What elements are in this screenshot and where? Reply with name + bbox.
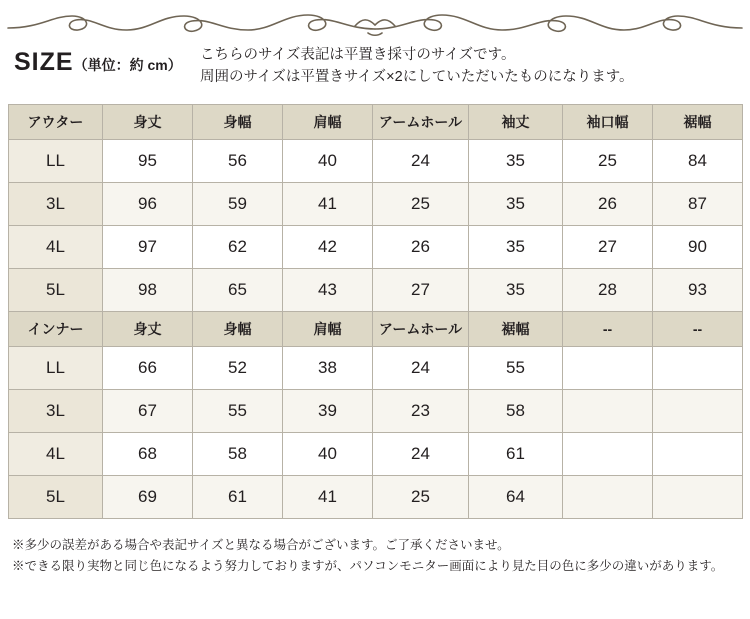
table-row [9, 476, 743, 519]
size-title-text: SIZE [14, 48, 74, 76]
cell-outer-5l-4: 35 [469, 269, 563, 312]
cell-outer-3l-3: 25 [373, 183, 469, 226]
table-row [9, 269, 743, 312]
cell-outer-5l-2: 43 [283, 269, 373, 312]
outer-header-cell-7: 裾幅 [653, 105, 743, 140]
cell-inner-ll-4: 55 [469, 347, 563, 390]
cell-outer-5l-5: 28 [563, 269, 653, 312]
table-row [9, 433, 743, 476]
cell-inner-3l-0: 67 [103, 390, 193, 433]
table-row [9, 390, 743, 433]
outer-header-cell-2: 身幅 [193, 105, 283, 140]
cell-inner-5l-6 [653, 476, 743, 519]
inner-header-cell-3: 肩幅 [283, 312, 373, 347]
cell-inner-4l-3: 24 [373, 433, 469, 476]
page-title [14, 48, 182, 77]
cell-outer-ll-3: 24 [373, 140, 469, 183]
cell-outer-3l-6: 87 [653, 183, 743, 226]
outer-header-cell-6: 袖口幅 [563, 105, 653, 140]
cell-inner-5l-3: 25 [373, 476, 469, 519]
inner-header-cell-1: 身丈 [103, 312, 193, 347]
row-label-inner-4l: 4L [9, 433, 103, 476]
cell-outer-ll-0: 95 [103, 140, 193, 183]
size-table-container [8, 104, 742, 519]
cell-outer-3l-0: 96 [103, 183, 193, 226]
inner-header-cell-2: 身幅 [193, 312, 283, 347]
inner-header-row [9, 312, 743, 347]
inner-header-cell-0: インナー [9, 312, 103, 347]
cell-outer-3l-2: 41 [283, 183, 373, 226]
cell-outer-ll-5: 25 [563, 140, 653, 183]
outer-header-cell-0: アウター [9, 105, 103, 140]
cell-inner-5l-1: 61 [193, 476, 283, 519]
cell-inner-3l-6 [653, 390, 743, 433]
cell-inner-4l-4: 61 [469, 433, 563, 476]
inner-header-cell-5: 裾幅 [469, 312, 563, 347]
size-table [8, 104, 743, 519]
inner-header-cell-4: アームホール [373, 312, 469, 347]
inner-header-cell-7: -- [653, 312, 743, 347]
cell-outer-3l-1: 59 [193, 183, 283, 226]
cell-inner-ll-6 [653, 347, 743, 390]
cell-inner-3l-3: 23 [373, 390, 469, 433]
cell-inner-3l-2: 39 [283, 390, 373, 433]
measurement-note-line-2: 周囲のサイズは平置きサイズ×2にしていただいたものになります。 [200, 69, 634, 86]
cell-inner-5l-5 [563, 476, 653, 519]
outer-header-cell-4: アームホール [373, 105, 469, 140]
cell-inner-ll-1: 52 [193, 347, 283, 390]
cell-inner-ll-2: 38 [283, 347, 373, 390]
cell-inner-4l-6 [653, 433, 743, 476]
cell-inner-4l-0: 68 [103, 433, 193, 476]
row-label-outer-ll: LL [9, 140, 103, 183]
row-label-outer-4l: 4L [9, 226, 103, 269]
footnotes [12, 536, 738, 578]
size-unit-text: （単位：約 cm） [73, 57, 182, 73]
cell-inner-5l-2: 41 [283, 476, 373, 519]
outer-header-row [9, 105, 743, 140]
measurement-note-line-1: こちらのサイズ表記は平置き採寸のサイズです。 [200, 47, 516, 63]
cell-outer-3l-5: 26 [563, 183, 653, 226]
cell-outer-4l-1: 62 [193, 226, 283, 269]
cell-outer-4l-3: 26 [373, 226, 469, 269]
cell-outer-3l-4: 35 [469, 183, 563, 226]
cell-outer-4l-0: 97 [103, 226, 193, 269]
cell-inner-ll-0: 66 [103, 347, 193, 390]
footnote-line-2: ※できる限り実物と同じ色になるよう努力しておりますが、パソコンモニター画面により見た目の色に多少の違いがあります。 [12, 558, 724, 573]
cell-inner-4l-1: 58 [193, 433, 283, 476]
cell-outer-4l-5: 27 [563, 226, 653, 269]
inner-header-cell-6: -- [563, 312, 653, 347]
table-row [9, 347, 743, 390]
cell-inner-ll-3: 24 [373, 347, 469, 390]
cell-outer-5l-6: 93 [653, 269, 743, 312]
cell-inner-5l-4: 64 [469, 476, 563, 519]
row-label-inner-ll: LL [9, 347, 103, 390]
cell-outer-ll-6: 84 [653, 140, 743, 183]
cell-inner-ll-5 [563, 347, 653, 390]
decorative-flourish-icon [0, 6, 750, 40]
table-row [9, 226, 743, 269]
row-label-outer-3l: 3L [9, 183, 103, 226]
cell-outer-5l-0: 98 [103, 269, 193, 312]
row-label-outer-5l: 5L [9, 269, 103, 312]
measurement-note [200, 44, 634, 89]
cell-outer-ll-4: 35 [469, 140, 563, 183]
cell-inner-3l-5 [563, 390, 653, 433]
outer-header-cell-3: 肩幅 [283, 105, 373, 140]
cell-outer-5l-1: 65 [193, 269, 283, 312]
row-label-inner-5l: 5L [9, 476, 103, 519]
cell-outer-5l-3: 27 [373, 269, 469, 312]
table-row [9, 183, 743, 226]
outer-header-cell-5: 袖丈 [469, 105, 563, 140]
cell-outer-ll-1: 56 [193, 140, 283, 183]
footnote-line-1: ※多少の誤差がある場合や表記サイズと異なる場合がございます。ご了承くださいませ。 [12, 538, 510, 552]
cell-inner-4l-2: 40 [283, 433, 373, 476]
cell-inner-3l-4: 58 [469, 390, 563, 433]
outer-header-cell-1: 身丈 [103, 105, 193, 140]
row-label-inner-3l: 3L [9, 390, 103, 433]
table-row [9, 140, 743, 183]
cell-outer-4l-4: 35 [469, 226, 563, 269]
cell-outer-4l-2: 42 [283, 226, 373, 269]
cell-outer-4l-6: 90 [653, 226, 743, 269]
cell-inner-4l-5 [563, 433, 653, 476]
cell-inner-5l-0: 69 [103, 476, 193, 519]
cell-outer-ll-2: 40 [283, 140, 373, 183]
chart-header [10, 44, 740, 100]
cell-inner-3l-1: 55 [193, 390, 283, 433]
